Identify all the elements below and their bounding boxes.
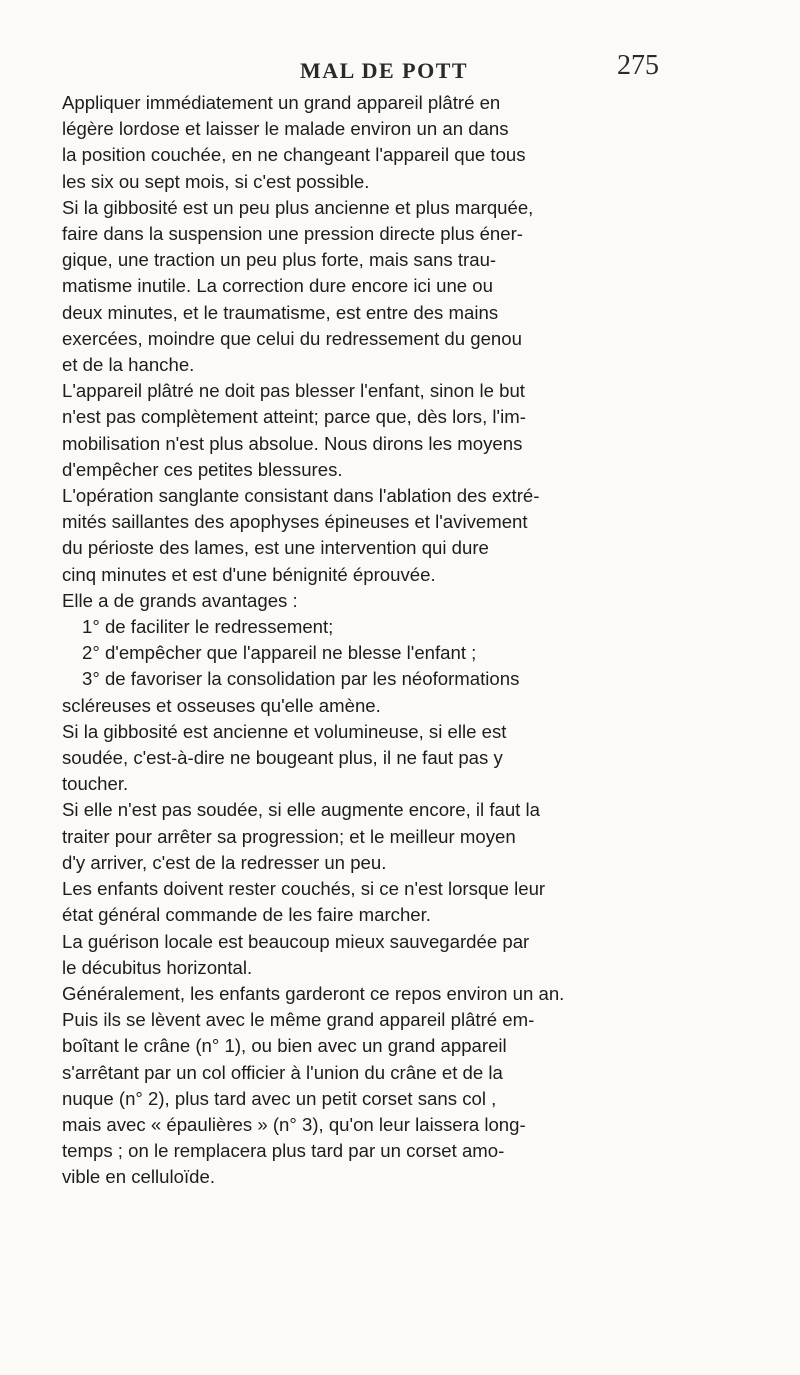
text-line: Elle a de grands avantages : bbox=[62, 589, 298, 611]
paragraph bbox=[62, 1007, 742, 1190]
text-line: nuque (n° 2), plus tard avec un petit corset sans col , bbox=[62, 1087, 497, 1109]
paragraph bbox=[62, 797, 742, 876]
text-line: état général commande de les faire marcher. bbox=[62, 904, 431, 926]
paragraph bbox=[62, 483, 742, 588]
text-line: 1° de faciliter le redressement; bbox=[82, 616, 334, 638]
text-line: Généralement, les enfants garderont ce repos environ un an. bbox=[62, 982, 565, 1004]
paragraph bbox=[62, 929, 742, 981]
text-line: la position couchée, en ne changeant l'appareil que tous bbox=[62, 144, 526, 166]
paragraph bbox=[62, 195, 742, 378]
text-line: d'y arriver, c'est de la redresser un peu. bbox=[62, 851, 387, 873]
text-line: d'empêcher ces petites blessures. bbox=[62, 458, 343, 480]
page-number: 275 bbox=[617, 50, 659, 81]
paragraph bbox=[62, 719, 742, 798]
paragraph bbox=[62, 588, 742, 614]
running-head bbox=[0, 50, 800, 88]
text-line: cinq minutes et est d'une bénignité éprouvée. bbox=[62, 563, 436, 585]
running-title: MAL DE POTT bbox=[300, 58, 469, 83]
paragraph bbox=[62, 90, 742, 195]
text-line: toucher. bbox=[62, 773, 129, 795]
text-line: les six ou sept mois, si c'est possible. bbox=[62, 170, 370, 192]
text-line: et de la hanche. bbox=[62, 354, 195, 376]
text-line: s'arrêtant par un col officier à l'union du crâne et de la bbox=[62, 1061, 503, 1083]
text-line: gique, une traction un peu plus forte, mais sans trau- bbox=[62, 249, 497, 271]
text-line: mais avec « épaulières » (n° 3), qu'on leur laissera long- bbox=[62, 1113, 526, 1135]
text-line: traiter pour arrêter sa progression; et le meilleur moyen bbox=[62, 825, 516, 847]
body-text bbox=[62, 90, 742, 1191]
text-line: Puis ils se lèvent avec le même grand appareil plâtré em- bbox=[62, 1009, 535, 1031]
paragraph bbox=[62, 378, 742, 483]
text-line: Si la gibbosité est un peu plus ancienne et plus marquée, bbox=[62, 196, 534, 218]
text-line: faire dans la suspension une pression directe plus éner- bbox=[62, 223, 523, 245]
text-line: le décubitus horizontal. bbox=[62, 956, 253, 978]
text-line: La guérison locale est beaucoup mieux sauvegardée par bbox=[62, 930, 530, 952]
text-line: mités saillantes des apophyses épineuses et l'avivement bbox=[62, 511, 528, 533]
text-line: n'est pas complètement atteint; parce que, dès lors, l'im- bbox=[62, 406, 526, 428]
text-line: 2° d'empêcher que l'appareil ne blesse l'enfant ; bbox=[82, 642, 477, 664]
paragraph bbox=[62, 981, 742, 1007]
text-line: L'appareil plâtré ne doit pas blesser l'enfant, sinon le but bbox=[62, 380, 525, 402]
text-line: légère lordose et laisser le malade environ un an dans bbox=[62, 118, 509, 140]
text-line: Les enfants doivent rester couchés, si ce n'est lorsque leur bbox=[62, 878, 546, 900]
list-item bbox=[62, 640, 742, 666]
list-item bbox=[62, 666, 742, 718]
text-line: Si la gibbosité est ancienne et volumineuse, si elle est bbox=[62, 720, 507, 742]
list-item bbox=[62, 614, 742, 640]
text-line: mobilisation n'est plus absolue. Nous dirons les moyens bbox=[62, 432, 523, 454]
text-line: soudée, c'est-à-dire ne bougeant plus, il ne faut pas y bbox=[62, 747, 503, 769]
text-line: matisme inutile. La correction dure encore ici une ou bbox=[62, 275, 493, 297]
text-line: exercées, moindre que celui du redressement du genou bbox=[62, 327, 522, 349]
text-line: Si elle n'est pas soudée, si elle augmente encore, il faut la bbox=[62, 799, 540, 821]
text-line: L'opération sanglante consistant dans l'ablation des extré- bbox=[62, 485, 540, 507]
text-line: 3° de favoriser la consolidation par les néoformations bbox=[82, 668, 520, 690]
text-line: boîtant le crâne (n° 1), ou bien avec un grand appareil bbox=[62, 1035, 507, 1057]
text-line: deux minutes, et le traumatisme, est entre des mains bbox=[62, 301, 499, 323]
paragraph bbox=[62, 876, 742, 928]
text-line: temps ; on le remplacera plus tard par un corset amo- bbox=[62, 1140, 505, 1162]
text-line: du périoste des lames, est une intervention qui dure bbox=[62, 537, 489, 559]
text-line: Appliquer immédiatement un grand appareil plâtré en bbox=[62, 92, 501, 113]
text-line: vible en celluloïde. bbox=[62, 1166, 215, 1188]
text-line: scléreuses et osseuses qu'elle amène. bbox=[62, 694, 381, 716]
